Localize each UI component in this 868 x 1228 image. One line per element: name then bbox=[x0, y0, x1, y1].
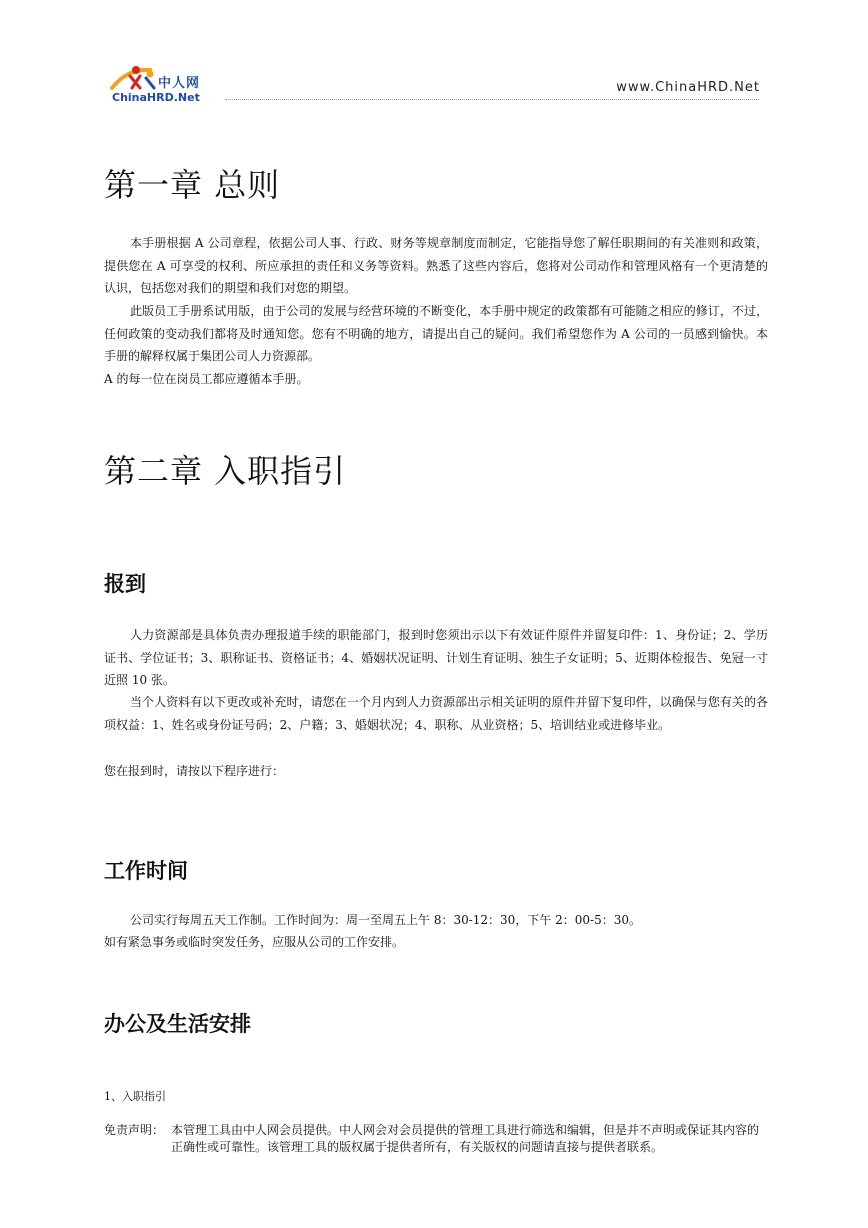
disclaimer-text: 本管理工具由中人网会员提供。中人网会对会员提供的管理工具进行筛选和编辑，但是并不声明或保证其内容的正确性或可靠性。该管理工具的版权属于提供者所有，有关版权的问题请直接与提供者联系。 bbox=[171, 1123, 760, 1154]
logo-en-text: ChinaHRD.Net bbox=[112, 91, 200, 104]
site-url[interactable]: www.ChinaHRD.Net bbox=[616, 80, 760, 95]
section-worktime-paragraph-2: 如有紧急事务或临时突发任务，应服从公司的工作安排。 bbox=[104, 935, 405, 949]
disclaimer-label: 免责声明： bbox=[104, 1123, 165, 1137]
chapter-2-title: 第二章 入职指引 bbox=[104, 452, 347, 490]
disclaimer bbox=[104, 1122, 768, 1156]
section-office-title: 办公及生活安排 bbox=[104, 1012, 251, 1036]
logo-cn-text: 中人网 bbox=[158, 76, 201, 91]
section-worktime-title: 工作时间 bbox=[104, 859, 188, 883]
section-report-title: 报到 bbox=[104, 572, 146, 596]
chapter-1-paragraph-1: 本手册根据 A 公司章程，依据公司人事、行政、财务等规章制度而制定，它能指导您了解任职期间的有关准则和政策，提供您在 A 可享受的权利、所应承担的责任和义务等资料。熟悉了这些内容后，您将对公司动作和管理风格有一个更清楚的认识，包括您对我们的期望和我们对您的期望。 bbox=[104, 236, 768, 295]
header-divider bbox=[225, 99, 759, 100]
section-report-paragraph-3: 您在报到时，请按以下程序进行： bbox=[104, 764, 285, 778]
section-report-paragraph-1: 人力资源部是具体负责办理报道手续的职能部门，报到时您须出示以下有效证件原件并留复印件：1、身份证；2、学历证书、学位证书；3、职称证书、资格证书；4、婚姻状况证明、计划生育证明、独生子女证明；5、近期体检报告、免冠一寸近照 10 张。 bbox=[104, 628, 768, 687]
section-report-paragraph-2: 当个人资料有以下更改或补充时，请您在一个月内到人力资源部出示相关证明的原件并留下复印件，以确保与您有关的各项权益：1、姓名或身份证号码；2、户籍；3、婚姻状况；4、职称、从业资格；5、培训结业或进修毕业。 bbox=[104, 695, 768, 732]
chapter-1-paragraph-2: 此版员工手册系试用版，由于公司的发展与经营环境的不断变化，本手册中规定的政策都有可能随之相应的修订，不过，任何政策的变动我们都将及时通知您。您有不明确的地方，请提出自己的疑问。我们希望您作为 A 公司的一员感到愉快。本手册的解释权属于集团公司人力资源部。 bbox=[104, 304, 768, 363]
section-worktime-paragraph-1: 公司实行每周五天工作制。工作时间为：周一至周五上午 8：30-12：30，下午 2：00-5：30。 bbox=[130, 913, 641, 927]
chapter-1-paragraph-3: A 的每一位在岗员工都应遵循本手册。 bbox=[104, 372, 309, 386]
chapter-1-title: 第一章 总则 bbox=[104, 166, 281, 204]
page-header bbox=[100, 60, 766, 105]
footer-item: 1、入职指引 bbox=[104, 1090, 166, 1103]
